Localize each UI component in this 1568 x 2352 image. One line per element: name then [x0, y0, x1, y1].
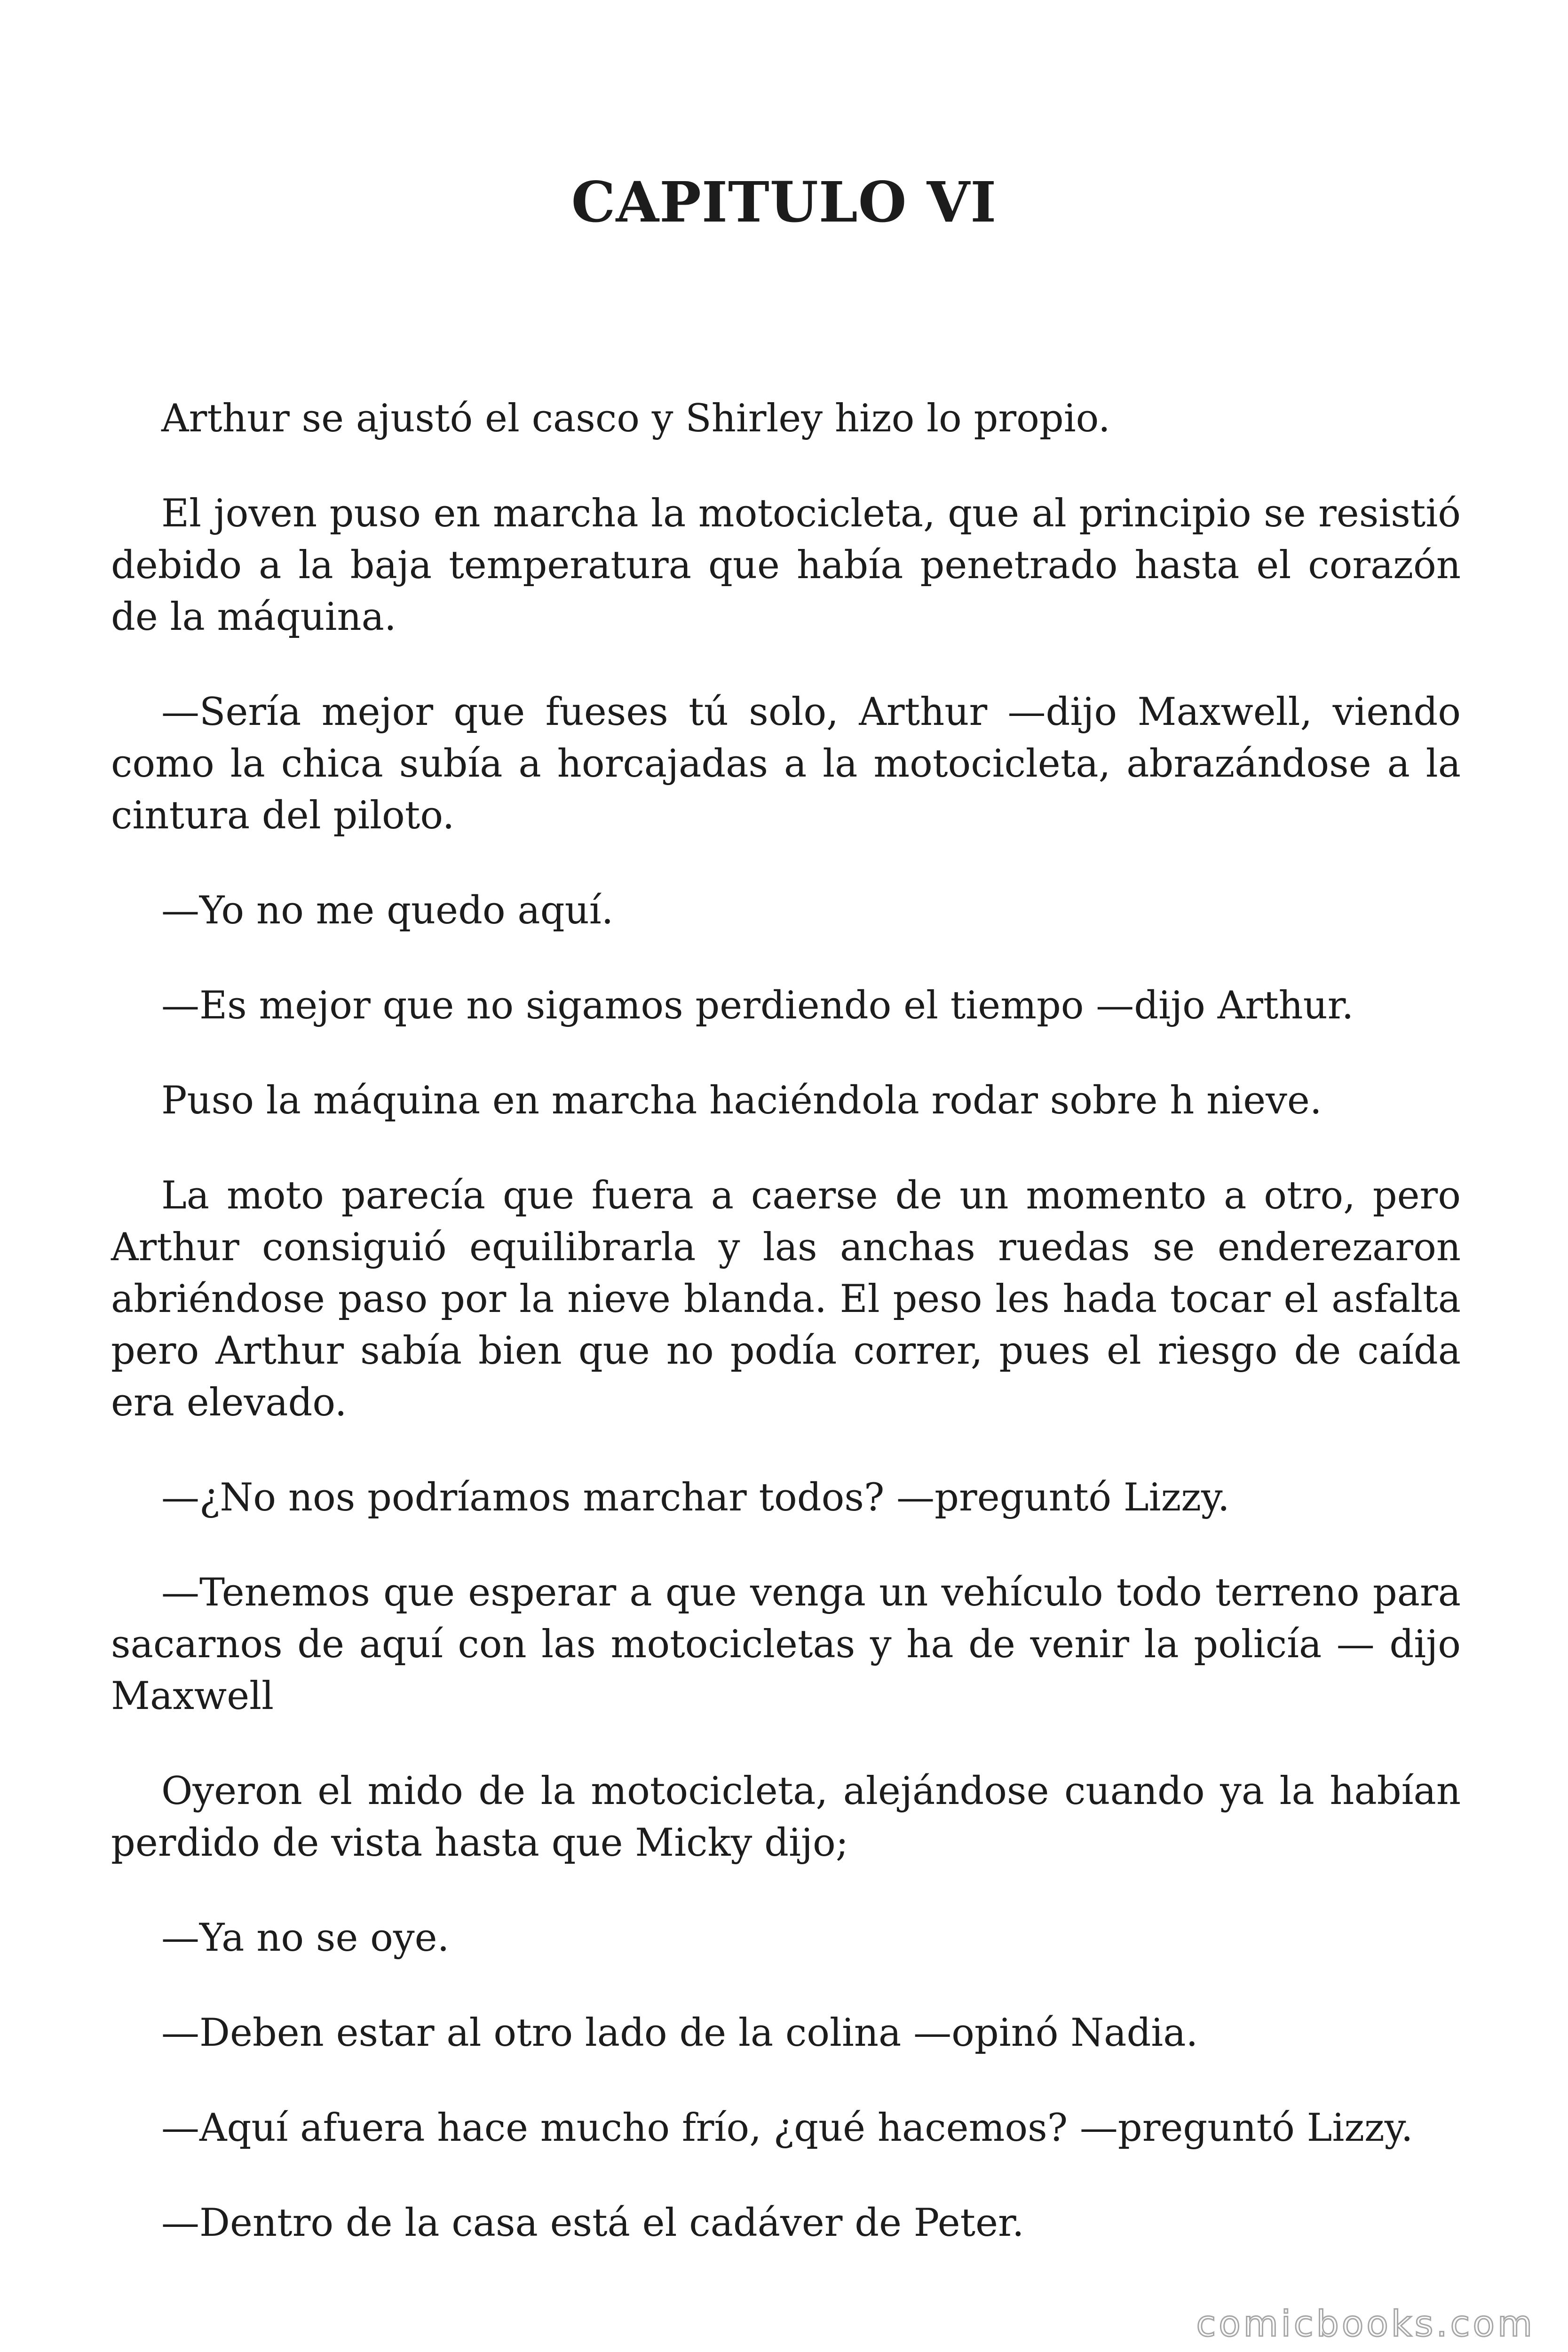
paragraph: —Tenemos que esperar a que venga un vehículo todo terreno para sacarnos de aquí con las motocicletas y ha de venir la policía — dijo Maxwell: [111, 1571, 1461, 1718]
paragraph: —Aquí afuera hace mucho frío, ¿qué hacemos? —preguntó Lizzy.: [161, 2106, 1413, 2150]
paragraph: —Ya no se oye.: [161, 1916, 450, 1960]
chapter-body: [111, 393, 1461, 2292]
paragraph: —Yo no me quedo aquí.: [161, 889, 614, 933]
paragraph: Arthur se ajustó el casco y Shirley hizo lo propio.: [161, 397, 1110, 441]
paragraph: —Sería mejor que fueses tú solo, Arthur —dijo Maxwell, viendo como la chica subía a horcajadas a la motocicleta, abrazándose a la cintura del piloto.: [111, 690, 1461, 838]
paragraph: —¿No nos podríamos marchar todos? —preguntó Lizzy.: [161, 1476, 1230, 1520]
watermark: comicbooks.com: [1196, 2303, 1535, 2344]
paragraph: —Dentro de la casa está el cadáver de Peter.: [161, 2201, 1024, 2245]
paragraph: —Deben estar al otro lado de la colina —opinó Nadia.: [161, 2011, 1198, 2055]
paragraph: Oyeron el mido de la motocicleta, alejándose cuando ya la habían perdido de vista hasta que Micky dijo;: [111, 1769, 1461, 1865]
chapter-title: CAPITULO VI: [571, 169, 997, 235]
paragraph: Puso la máquina en marcha haciéndola rodar sobre h nieve.: [161, 1079, 1322, 1123]
paragraph: La moto parecía que fuera a caerse de un momento a otro, pero Arthur consiguió equilibrarla y las anchas ruedas se enderezaron abriéndose paso por la nieve blanda. El peso les hada tocar el asfalta pero Arthur sabía bien que no podía correr, pues el riesgo de caída era elevado.: [111, 1174, 1461, 1425]
paragraph: El joven puso en marcha la motocicleta, que al principio se resistió debido a la baja temperatura que había penetrado hasta el corazón de la máquina.: [111, 492, 1461, 639]
paragraph: —Es mejor que no sigamos perdiendo el tiempo —dijo Arthur.: [161, 984, 1354, 1028]
